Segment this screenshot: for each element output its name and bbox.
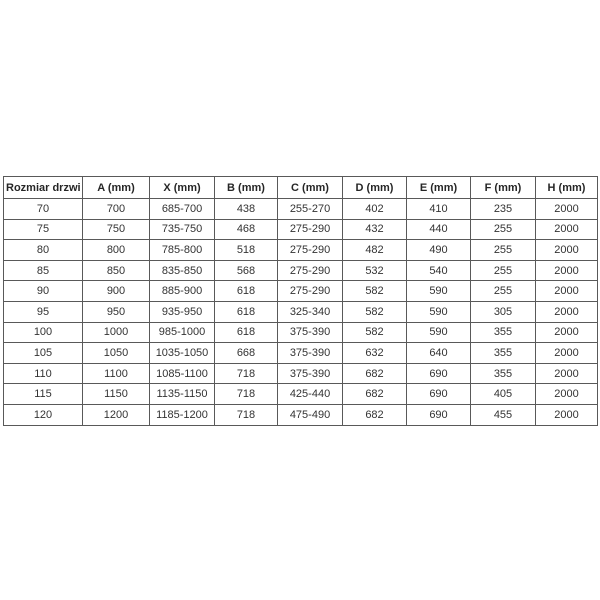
column-header: D (mm) — [343, 177, 407, 199]
table-cell: 402 — [343, 199, 407, 220]
table-row — [4, 199, 598, 220]
table-cell: 668 — [215, 343, 278, 364]
table-cell: 590 — [407, 301, 471, 322]
table-cell: 100 — [4, 322, 83, 343]
table-cell: 800 — [83, 240, 150, 261]
table-cell: 105 — [4, 343, 83, 364]
table-cell: 375-390 — [278, 363, 343, 384]
table-header-row — [4, 177, 598, 199]
table-cell: 275-290 — [278, 240, 343, 261]
table-cell: 1185-1200 — [150, 404, 215, 425]
table-cell: 1000 — [83, 322, 150, 343]
table-row — [4, 219, 598, 240]
table-body — [4, 199, 598, 426]
table-row — [4, 404, 598, 425]
table-cell: 2000 — [536, 301, 598, 322]
table-cell: 618 — [215, 301, 278, 322]
table-cell: 2000 — [536, 260, 598, 281]
table-cell: 275-290 — [278, 260, 343, 281]
table-cell: 75 — [4, 219, 83, 240]
table-cell: 632 — [343, 343, 407, 364]
table-cell: 355 — [471, 322, 536, 343]
table-cell: 2000 — [536, 384, 598, 405]
table-cell: 255 — [471, 281, 536, 302]
column-header: B (mm) — [215, 177, 278, 199]
table-cell: 455 — [471, 404, 536, 425]
table-cell: 690 — [407, 384, 471, 405]
table-cell: 718 — [215, 404, 278, 425]
table-cell: 582 — [343, 281, 407, 302]
column-header: A (mm) — [83, 177, 150, 199]
table-cell: 432 — [343, 219, 407, 240]
table-cell: 275-290 — [278, 281, 343, 302]
table-cell: 682 — [343, 404, 407, 425]
table-cell: 2000 — [536, 240, 598, 261]
table-cell: 1035-1050 — [150, 343, 215, 364]
column-header: F (mm) — [471, 177, 536, 199]
table-cell: 690 — [407, 363, 471, 384]
table-cell: 375-390 — [278, 343, 343, 364]
table-cell: 90 — [4, 281, 83, 302]
table-cell: 685-700 — [150, 199, 215, 220]
table-cell: 115 — [4, 384, 83, 405]
table-cell: 618 — [215, 322, 278, 343]
table-row — [4, 301, 598, 322]
table-row — [4, 384, 598, 405]
table-cell: 475-490 — [278, 404, 343, 425]
table-cell: 80 — [4, 240, 83, 261]
table-cell: 700 — [83, 199, 150, 220]
table-cell: 2000 — [536, 322, 598, 343]
table-cell: 640 — [407, 343, 471, 364]
table-cell: 590 — [407, 281, 471, 302]
table-cell: 70 — [4, 199, 83, 220]
table-cell: 735-750 — [150, 219, 215, 240]
table-cell: 440 — [407, 219, 471, 240]
column-header: X (mm) — [150, 177, 215, 199]
table-row — [4, 363, 598, 384]
table-cell: 1100 — [83, 363, 150, 384]
table-cell: 590 — [407, 322, 471, 343]
table-cell: 482 — [343, 240, 407, 261]
table-cell: 835-850 — [150, 260, 215, 281]
table-cell: 568 — [215, 260, 278, 281]
table-cell: 682 — [343, 384, 407, 405]
table-cell: 490 — [407, 240, 471, 261]
table-cell: 518 — [215, 240, 278, 261]
table-cell: 2000 — [536, 363, 598, 384]
table-cell: 405 — [471, 384, 536, 405]
table-cell: 2000 — [536, 199, 598, 220]
table-row — [4, 343, 598, 364]
table-cell: 325-340 — [278, 301, 343, 322]
table-cell: 1150 — [83, 384, 150, 405]
table-cell: 468 — [215, 219, 278, 240]
table-cell: 2000 — [536, 219, 598, 240]
table-cell: 532 — [343, 260, 407, 281]
table-cell: 850 — [83, 260, 150, 281]
table-cell: 950 — [83, 301, 150, 322]
table-cell: 255-270 — [278, 199, 343, 220]
table-cell: 355 — [471, 363, 536, 384]
table-cell: 410 — [407, 199, 471, 220]
table-cell: 985-1000 — [150, 322, 215, 343]
table-cell: 582 — [343, 322, 407, 343]
door-dimensions-table — [3, 176, 598, 426]
column-header: C (mm) — [278, 177, 343, 199]
table-row — [4, 240, 598, 261]
table-cell: 255 — [471, 240, 536, 261]
table-cell: 750 — [83, 219, 150, 240]
table-cell: 110 — [4, 363, 83, 384]
table-cell: 2000 — [536, 343, 598, 364]
table-cell: 900 — [83, 281, 150, 302]
table-cell: 120 — [4, 404, 83, 425]
table-cell: 95 — [4, 301, 83, 322]
column-header: Rozmiar drzwi — [4, 177, 83, 199]
table-cell: 305 — [471, 301, 536, 322]
table-cell: 2000 — [536, 404, 598, 425]
table-cell: 718 — [215, 363, 278, 384]
table-cell: 682 — [343, 363, 407, 384]
table-cell: 1135-1150 — [150, 384, 215, 405]
table-cell: 2000 — [536, 281, 598, 302]
table-cell: 438 — [215, 199, 278, 220]
table-cell: 235 — [471, 199, 536, 220]
table-cell: 275-290 — [278, 219, 343, 240]
table-cell: 582 — [343, 301, 407, 322]
table-cell: 375-390 — [278, 322, 343, 343]
table-cell: 690 — [407, 404, 471, 425]
table-cell: 718 — [215, 384, 278, 405]
table-cell: 540 — [407, 260, 471, 281]
table-cell: 785-800 — [150, 240, 215, 261]
table-cell: 1200 — [83, 404, 150, 425]
column-header: H (mm) — [536, 177, 598, 199]
table-cell: 1085-1100 — [150, 363, 215, 384]
table-cell: 885-900 — [150, 281, 215, 302]
table-cell: 255 — [471, 260, 536, 281]
table-row — [4, 260, 598, 281]
column-header: E (mm) — [407, 177, 471, 199]
table-cell: 935-950 — [150, 301, 215, 322]
table-row — [4, 322, 598, 343]
table-cell: 618 — [215, 281, 278, 302]
table-cell: 85 — [4, 260, 83, 281]
table-cell: 255 — [471, 219, 536, 240]
table-row — [4, 281, 598, 302]
table-cell: 1050 — [83, 343, 150, 364]
table-cell: 355 — [471, 343, 536, 364]
table-cell: 425-440 — [278, 384, 343, 405]
